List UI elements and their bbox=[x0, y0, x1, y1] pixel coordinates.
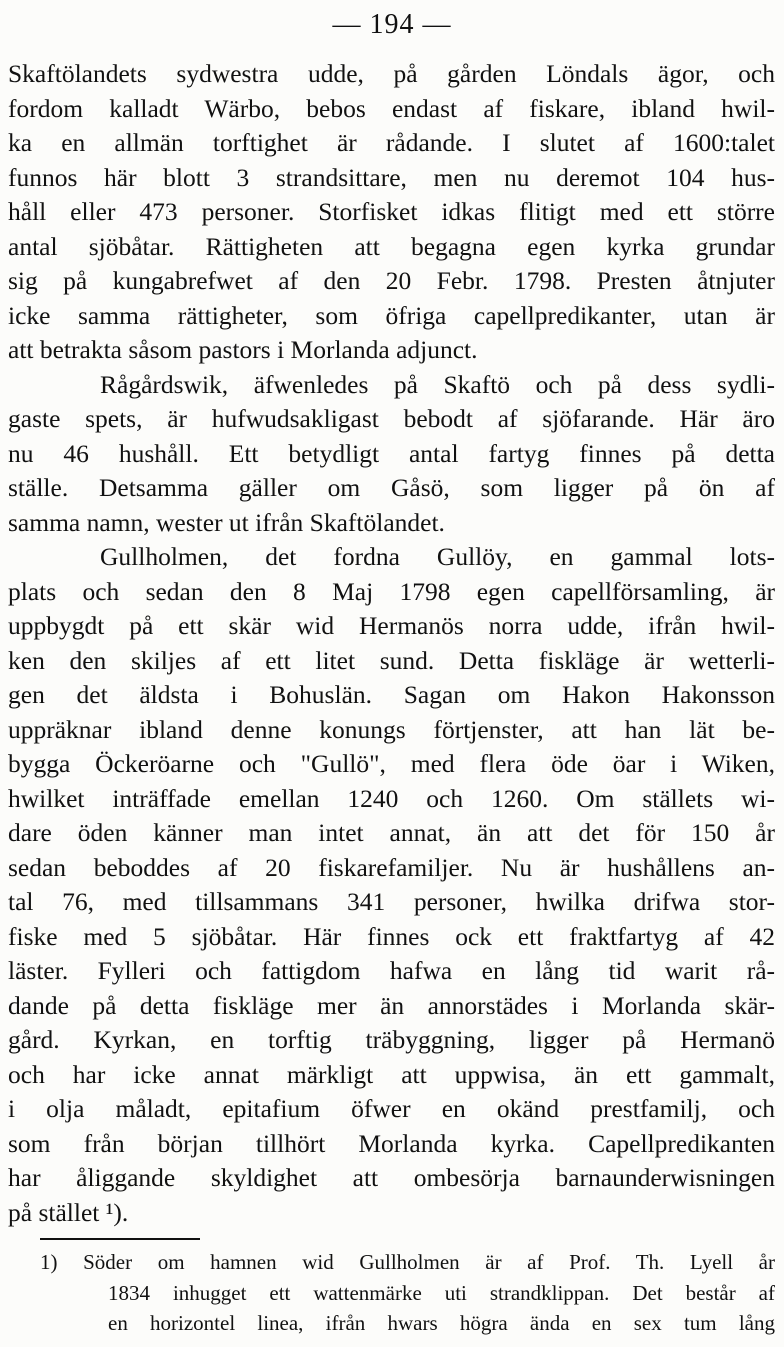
text-line: att betrakta såsom pastors i Morlanda adjunct. bbox=[8, 335, 478, 364]
text-line: dande på detta fiskläge mer än annorstädes i Morlanda skär- bbox=[8, 990, 775, 1020]
text-line: ka en allmän torftighet är rådande. I slutet af 1600:talet bbox=[8, 128, 775, 157]
text-line: fiske med 5 sjöbåtar. Här finnes ock ett fraktfartyg af 42 bbox=[8, 921, 775, 951]
text-line: har åliggande skyldighet att ombesörja barnaunderwisningen bbox=[8, 1163, 775, 1192]
text-line: funnos här blott 3 strandsittare, men nu deremot 104 hus- bbox=[8, 162, 775, 192]
text-line: antal sjöbåtar. Rättigheten att begagna egen kyrka grundar bbox=[8, 231, 775, 261]
text-line: icke samma rättigheter, som öfriga capellpredikanter, utan är bbox=[8, 300, 775, 330]
text-line: läster. Fylleri och fattigdom hafwa en lång tid warit rå- bbox=[8, 956, 775, 985]
text-line: Rågårdswik, äfwenledes på Skaftö och på dess sydli- bbox=[100, 369, 775, 399]
text-line: dare öden känner man intet annat, än att det för 150 år bbox=[8, 818, 775, 847]
footnote-line: 1834 inhugget ett wattenmärke uti strandklippan. Det består af bbox=[108, 1280, 775, 1305]
text-line: och har icke annat märkligt att uppwisa, än ett gammalt, bbox=[8, 1059, 775, 1089]
footnote-rule bbox=[40, 1238, 200, 1240]
paragraph-gullholmen bbox=[8, 540, 775, 1230]
text-line: håll eller 473 personer. Storfisket idkas flitigt med ett större bbox=[8, 197, 775, 226]
main-text bbox=[8, 57, 775, 1230]
text-line: som från början tillhört Morlanda kyrka. Capellpredikanten bbox=[8, 1128, 775, 1158]
footnote-line: en horizontel linea, ifrån hwars högra ända en sex tum lång bbox=[108, 1311, 775, 1335]
paragraph-ragardswik bbox=[8, 368, 775, 541]
text-line: gen det äldsta i Bohuslän. Sagan om Hakon Hakonsson bbox=[8, 680, 775, 709]
text-line: nu 46 hushåll. Ett betydligt antal fartyg finnes på detta bbox=[8, 438, 775, 468]
text-line: gård. Kyrkan, en torftig träbyggning, ligger på Hermanö bbox=[8, 1025, 775, 1054]
text-line: hwilket inträffade emellan 1240 och 1260. Om ställets wi- bbox=[8, 783, 775, 813]
text-line: på stället ¹). bbox=[8, 1197, 129, 1227]
text-line: tal 76, med tillsammans 341 personer, hwilka drifwa stor- bbox=[8, 887, 775, 916]
text-line: fordom kalladt Wärbo, bebos endast af fiskare, ibland hwil- bbox=[8, 93, 775, 123]
text-line: plats och sedan den 8 Maj 1798 egen capellförsamling, är bbox=[8, 576, 775, 606]
page-number-header: — 194 — bbox=[332, 9, 452, 40]
text-line: ställe. Detsamma gäller om Gåsö, som ligger på ön af bbox=[8, 473, 775, 502]
text-line: sig på kungabrefwet af den 20 Febr. 1798. Presten åtnjuter bbox=[8, 266, 775, 295]
text-line: uppbygdt på ett skär wid Hermanös norra udde, ifrån hwil- bbox=[8, 611, 775, 640]
footnote-line: 1) Söder om hamnen wid Gullholmen är af Prof. Th. Lyell år bbox=[40, 1250, 775, 1274]
text-line: uppräknar ibland denne konungs förtjenster, att han lät be- bbox=[8, 714, 775, 744]
text-line: i olja måladt, epitafium öfwer en okänd prestfamilj, och bbox=[8, 1094, 775, 1123]
text-line: gaste spets, är hufwudsakligast bebodt af sjöfarande. Här äro bbox=[8, 404, 775, 433]
text-line: samma namn, wester ut ifrån Skaftölandet. bbox=[8, 507, 445, 537]
text-line: Gullholmen, det fordna Gullöy, en gammal lots- bbox=[100, 542, 775, 571]
text-line: bygga Öckeröarne och "Gullö", med flera öde öar i Wiken, bbox=[8, 749, 775, 778]
footnote bbox=[40, 1247, 775, 1339]
text-line: Skaftölandets sydwestra udde, på gården Löndals ägor, och bbox=[8, 59, 775, 88]
text-line: sedan beboddes af 20 fiskarefamiljer. Nu är hushållens an- bbox=[8, 852, 775, 882]
text-line: ken den skiljes af ett litet sund. Detta fiskläge är wetterli- bbox=[8, 645, 775, 675]
paragraph-skaftolandet bbox=[8, 57, 775, 368]
